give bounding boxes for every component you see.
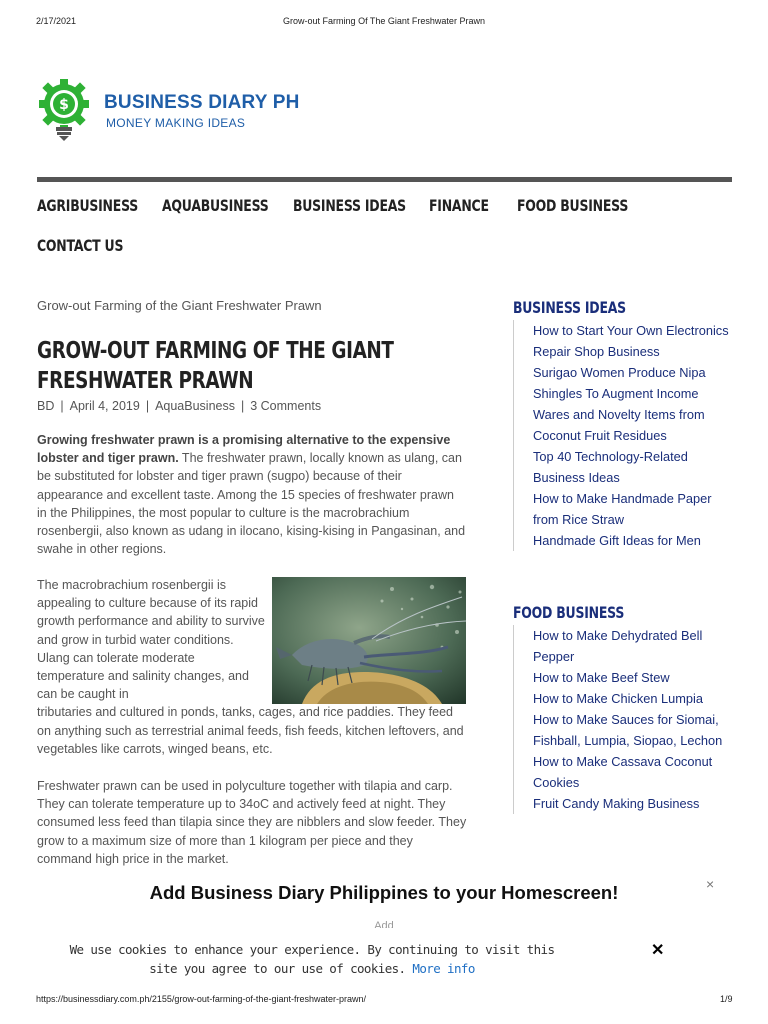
print-title: Grow-out Farming Of The Giant Freshwater Prawn — [283, 16, 485, 26]
sidebar-link[interactable]: Top 40 Technology-Related Business Ideas — [533, 449, 688, 485]
sidebar-link[interactable]: Wares and Novelty Items from Coconut Fruit Residues — [533, 407, 705, 443]
sidebar-link-list — [513, 625, 733, 814]
sidebar-food-business — [513, 603, 723, 811]
sidebar-link[interactable]: How to Make Chicken Lumpia — [533, 691, 703, 706]
lead-sentence: Growing freshwater prawn is a promising alternative to the expensive lobster and tiger prawn. — [37, 433, 451, 466]
sidebar-link[interactable]: Fruit Candy Making Business — [533, 796, 700, 811]
paragraph-2-wrap-text: The macrobrachium rosenbergii is appealing to culture because of its rapid growth performance and ability to survive and grow in turbid water conditions. Ulang can tolerate moderate temperature and salinity changes, and can be caught in — [37, 578, 265, 702]
nav-item-food-business[interactable]: FOOD BUSINESS — [517, 196, 629, 215]
paragraph-2-text: tributaries and cultured in ponds, tanks, cages, and rice paddies. They feed on anything such as terrestrial animal feeds, fish feeds, kitchen leftovers, and vegetables like carrots, winged beans, etc. — [37, 705, 464, 756]
post-category[interactable]: AquaBusiness — [155, 399, 235, 413]
nav-divider — [37, 177, 732, 182]
print-header — [0, 16, 768, 30]
sidebar-link[interactable]: How to Make Dehydrated Bell Pepper — [533, 628, 703, 664]
homescreen-banner-title: Add Business Diary Philippines to your Homescreen! — [149, 882, 619, 903]
breadcrumb: Grow-out Farming of the Giant Freshwater Prawn — [37, 298, 322, 313]
post-title: GROW-OUT FARMING OF THE GIANT FRESHWATER PRAWN — [37, 338, 394, 394]
post-date: April 4, 2019 — [69, 399, 140, 413]
sidebar-business-ideas — [513, 298, 729, 548]
sidebar-link[interactable]: How to Make Handmade Paper from Rice Straw — [533, 491, 712, 527]
meta-separator: | — [240, 399, 245, 413]
meta-separator: | — [60, 399, 64, 413]
cookie-close-icon[interactable]: ✕ — [651, 942, 665, 959]
meta-separator: | — [145, 399, 150, 413]
brand-tagline: MONEY MAKING IDEAS — [106, 116, 246, 130]
cookie-notice — [40, 938, 730, 982]
sidebar-heading: FOOD BUSINESS — [513, 603, 625, 622]
sidebar-link[interactable]: Handmade Gift Ideas for Men — [533, 533, 701, 548]
nav-item-business-ideas[interactable]: BUSINESS IDEAS — [293, 196, 406, 215]
sidebar-link[interactable]: Surigao Women Produce Nipa Shingles To Augment Income — [533, 365, 706, 401]
post-author[interactable]: BD — [37, 399, 55, 413]
lightbulb-gear-dollar-icon — [38, 78, 90, 142]
homescreen-banner-close-icon[interactable]: × — [706, 876, 715, 892]
cookie-notice-text — [56, 940, 568, 978]
nav-item-contact-us[interactable]: CONTACT US — [37, 236, 124, 255]
svg-text:$: $ — [59, 97, 69, 113]
sidebar-link-list — [513, 320, 733, 551]
article-paragraph-1 — [37, 431, 467, 558]
brand-name: BUSINESS DIARY PH — [104, 92, 300, 113]
print-date: 2/17/2021 — [36, 16, 77, 26]
post-meta — [37, 399, 321, 413]
cookie-more-info-link[interactable]: More info — [412, 961, 475, 976]
sidebar-link[interactable]: How to Start Your Own Electronics Repair Shop Business — [533, 323, 729, 359]
paragraph-1-text: The freshwater prawn, locally known as ulang, can be substituted for lobster and tiger prawn (sugpo) because of their appearance and excellent taste. Among the 15 species of freshwater prawn in the Philippines, the most popular to culture is the macrobrachium rosenbergii, also known as udang in ilocano, kising-kising in Pangasinan, and swahe in other regions. — [37, 451, 466, 557]
cookie-message: We use cookies to enhance your experience. By continuing to visit this site you agree to our use of cookies. — [69, 942, 555, 976]
nav-item-aquabusiness[interactable]: AQUABUSINESS — [162, 196, 269, 215]
post-comments-link[interactable]: 3 Comments — [250, 399, 322, 413]
homescreen-add-button[interactable]: Add — [374, 920, 394, 928]
sidebar-link[interactable]: How to Make Cassava Coconut Cookies — [533, 754, 713, 790]
sidebar-link[interactable]: How to Make Sauces for Siomai, Fishball, Lumpia, Siopao, Lechon — [533, 712, 723, 748]
sidebar-heading: BUSINESS IDEAS — [513, 298, 626, 317]
print-url: https://businessdiary.com.ph/2155/grow-out-farming-of-the-giant-freshwater-prawn/ — [36, 994, 366, 1004]
print-page-number: 1/9 — [720, 994, 733, 1004]
nav-item-agribusiness[interactable]: AGRIBUSINESS — [37, 196, 139, 215]
freshwater-prawn-photo — [272, 577, 466, 704]
article-paragraph-3: Freshwater prawn can be used in polyculture together with tilapia and carp. They can tolerate temperature up to 34oC and actively feed at night. They consumed less feed than tilapia since they are nibblers and slow feeder. They grow to a maximum size of more than 1 kilogram per piece and they command high price in the market. — [37, 779, 467, 866]
sidebar-link[interactable]: How to Make Beef Stew — [533, 670, 670, 685]
nav-item-finance[interactable]: FINANCE — [429, 196, 489, 215]
